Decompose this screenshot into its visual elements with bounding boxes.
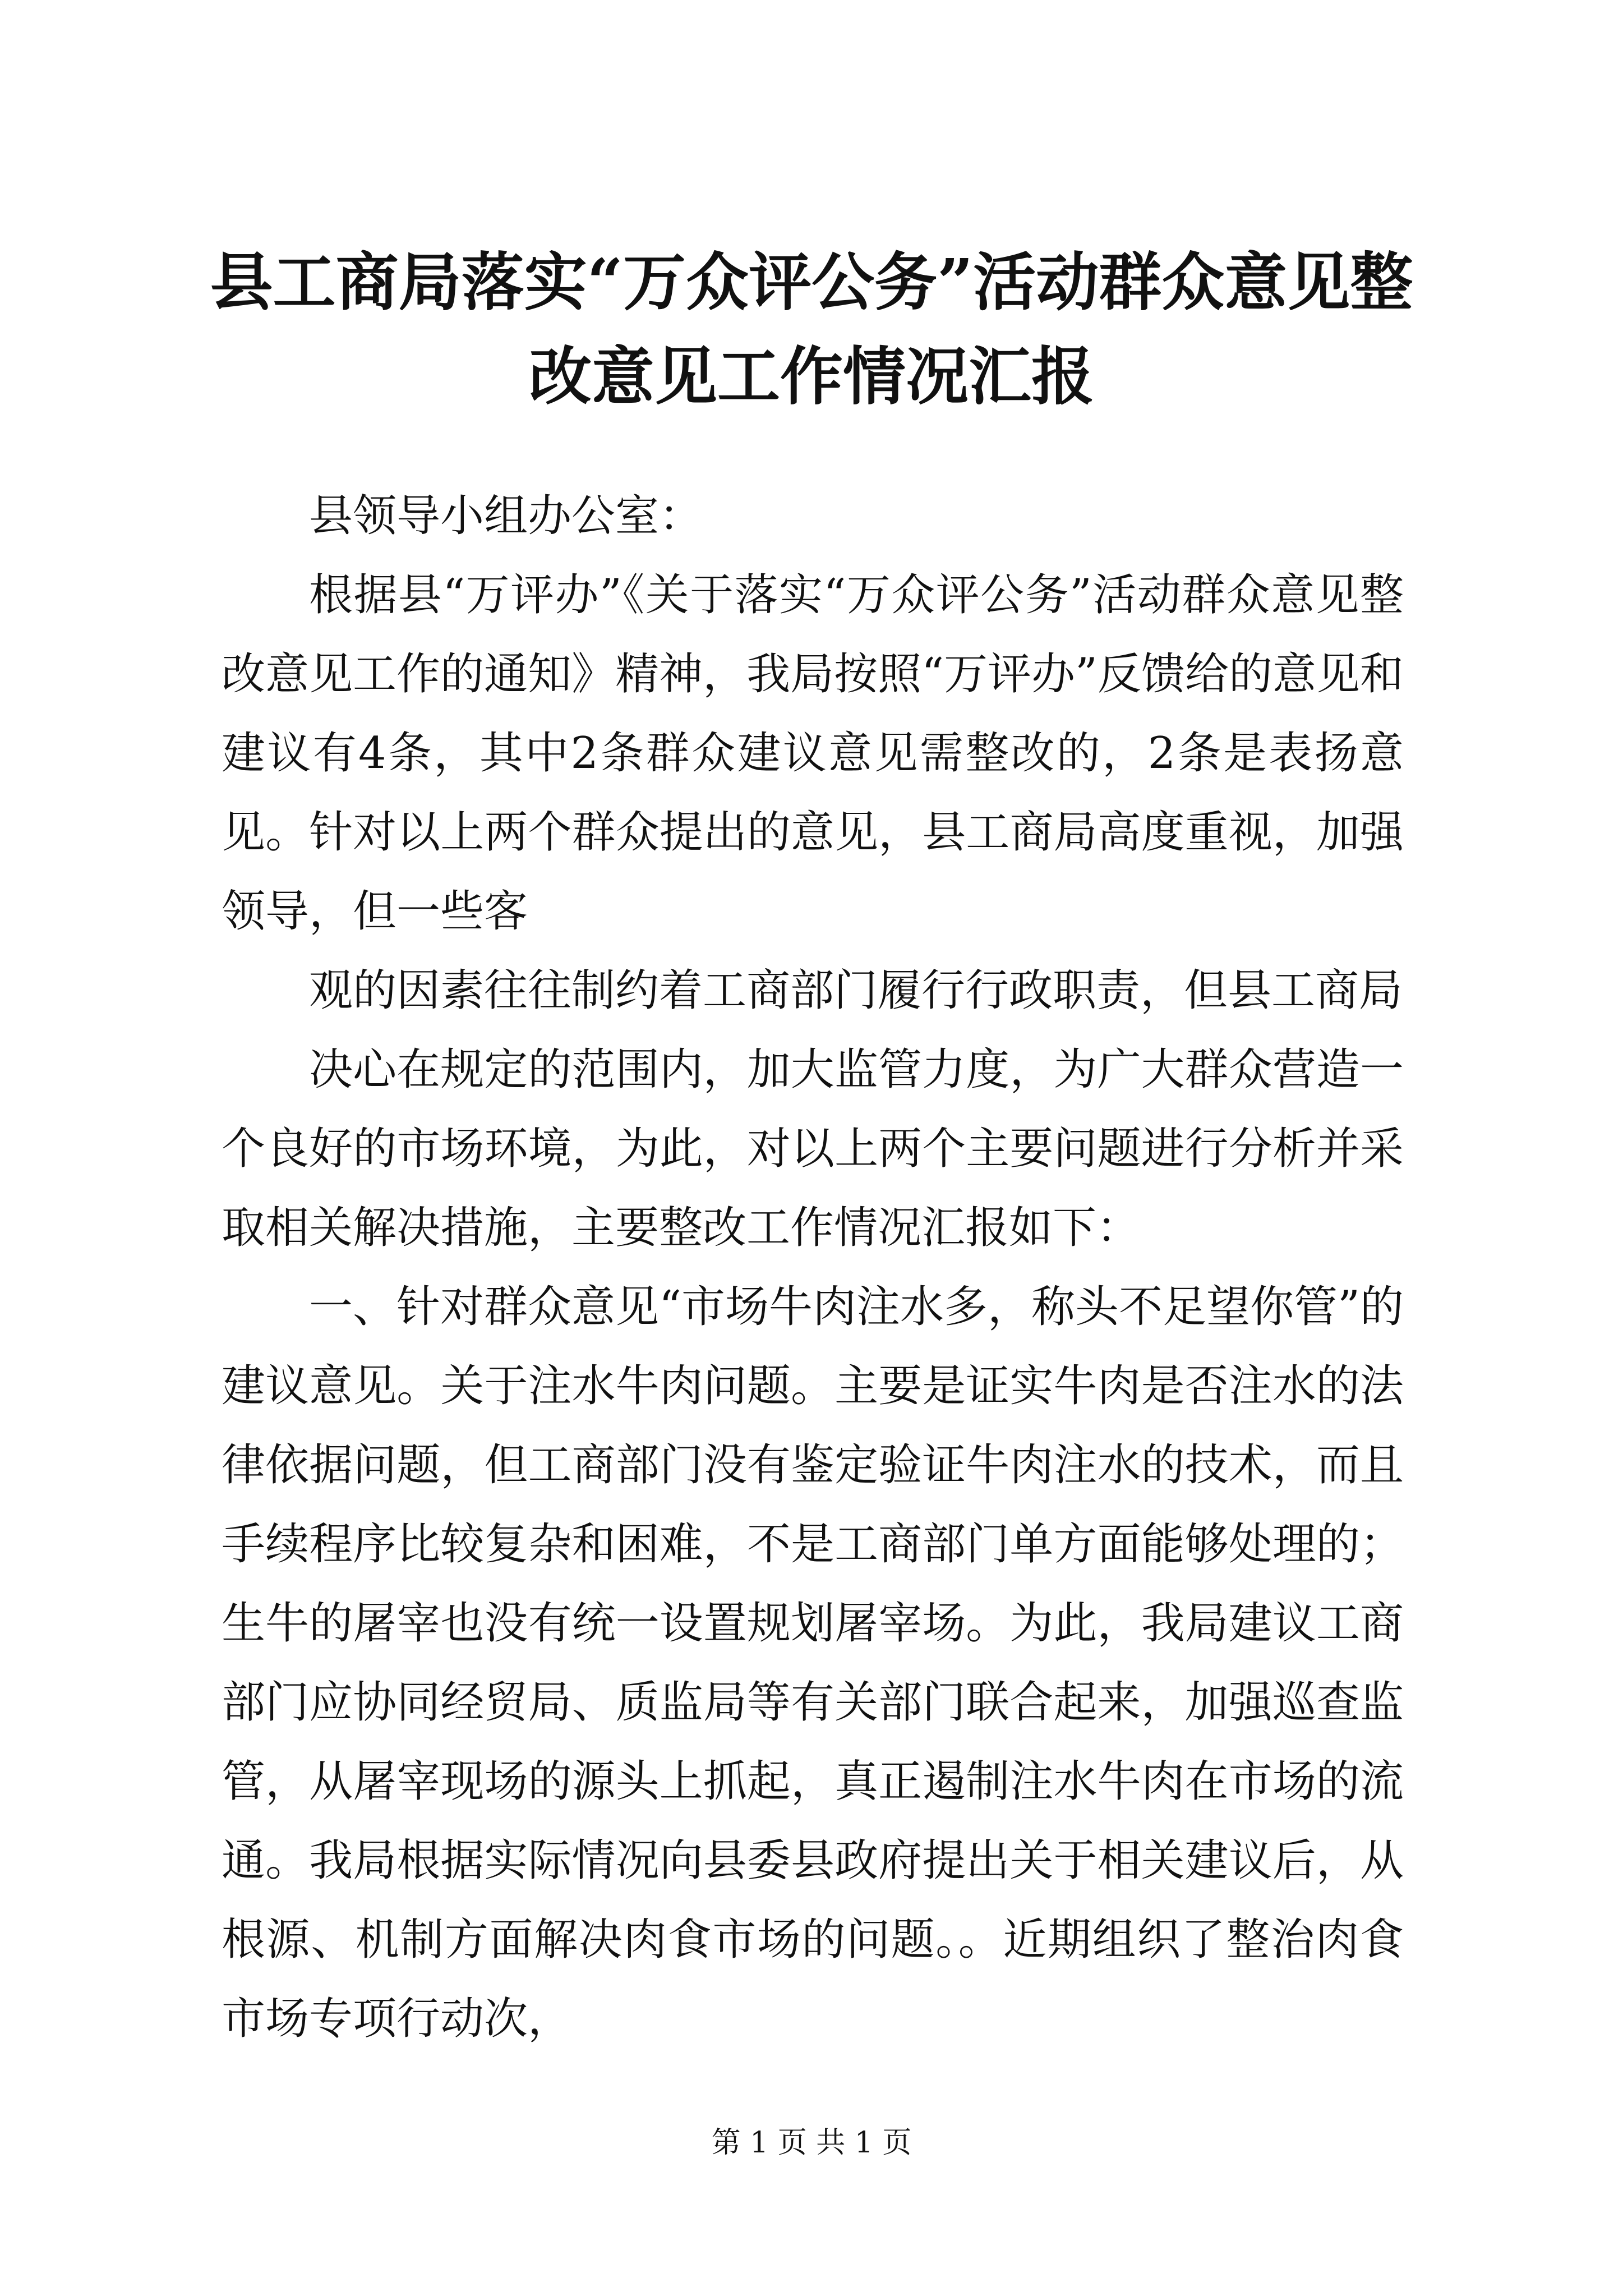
page-number-footer: 第 1 页 共 1 页 bbox=[711, 2126, 912, 2160]
body-paragraph: 观的因素往往制约着工商部门履行行政职责，但县工商局 bbox=[309, 965, 1403, 1016]
document-body bbox=[222, 477, 1404, 2059]
body-paragraph: 一、针对群众意见“市场牛肉注水多，称头不足望你管”的建议意见。关于注水牛肉问题。主要是证实牛肉是否注水的法律依据问题，但工商部门没有鉴定验证牛肉注水的技术，而且手续程序比较复杂和困难，不是工商部门单方面能够处理的；生牛的屠宰也没有统一设置规划屠宰场。为此，我局建议工商部门应协同经贸局、质监局等有关部门联合起来，加强巡查监管，从屠宰现场的源头上抓起，真正遏制注水牛肉在市场的流通。我局根据实际情况向县委县政府提出关于相关建议后，从根源、机制方面解决肉食市场的问题。。近期组织了整治肉食市场专项行动次， bbox=[222, 1282, 1404, 2044]
body-paragraph: 根据县“万评办”《关于落实“万众评公务”活动群众意见整改意见工作的通知》精神，我局按照“万评办”反馈给的意见和建议有4条，其中2条群众建议意见需整改的，2条是表扬意见。针对以上两个群众提出的意见，县工商局高度重视，加强领导，但一些客 bbox=[222, 570, 1404, 937]
salutation: 县领导小组办公室： bbox=[309, 491, 703, 541]
document-title: 县工商局落实“万众评公务”活动群众意见整改意见工作情况汇报 bbox=[210, 246, 1413, 413]
body-paragraph: 决心在规定的范围内，加大监管力度，为广大群众营造一个良好的市场环境，为此，对以上两个主要问题进行分析并采取相关解决措施，主要整改工作情况汇报如下： bbox=[222, 1045, 1404, 1253]
